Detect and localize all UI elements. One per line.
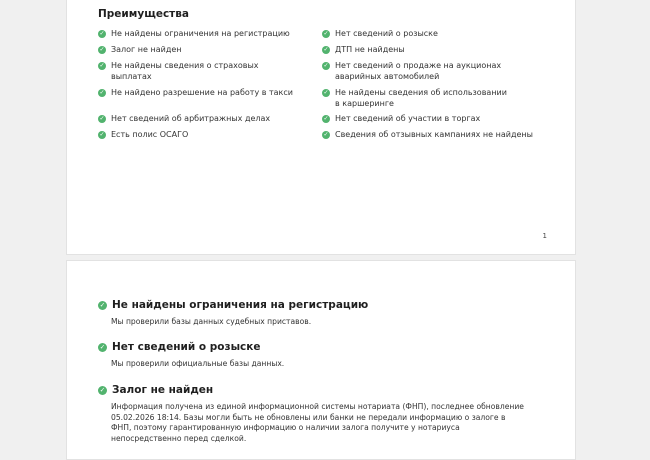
advantage-item: ✓ Сведения об отзывных кампаниях не найдены bbox=[323, 130, 533, 139]
report-page-2 bbox=[66, 260, 576, 460]
section-body: Мы проверили официальные базы данных. bbox=[111, 359, 285, 368]
check-circle-icon: ✓ bbox=[99, 131, 105, 138]
check-circle-icon: ✓ bbox=[323, 89, 329, 96]
check-circle-icon: ✓ bbox=[99, 300, 106, 309]
advantage-item: ✓ Нет сведений об участии в торгах bbox=[323, 114, 481, 123]
advantage-item: ✓ Есть полис ОСАГО bbox=[99, 130, 189, 139]
check-circle-icon: ✓ bbox=[323, 62, 329, 69]
section-title: Нет сведений о розыске bbox=[112, 341, 261, 353]
check-section bbox=[98, 341, 528, 370]
check-circle-icon: ✓ bbox=[323, 30, 329, 37]
advantage-item: ✓ Нет сведений о продаже на аукционах аварийных автомобилей bbox=[323, 61, 502, 81]
check-circle-icon: ✓ bbox=[323, 115, 329, 122]
section-title: Залог не найден bbox=[112, 384, 214, 396]
advantage-item: ✓ Нет сведений о розыске bbox=[323, 29, 438, 38]
section-body: Мы проверили базы данных судебных приставов. bbox=[111, 317, 312, 326]
check-circle-icon: ✓ bbox=[323, 46, 329, 53]
check-circle-icon: ✓ bbox=[99, 62, 105, 69]
check-circle-icon: ✓ bbox=[99, 385, 106, 394]
check-section bbox=[98, 384, 528, 444]
check-circle-icon: ✓ bbox=[323, 131, 329, 138]
check-section bbox=[98, 299, 528, 328]
advantage-item: ✓ Залог не найден bbox=[99, 45, 182, 54]
check-circle-icon: ✓ bbox=[99, 115, 105, 122]
check-circle-icon: ✓ bbox=[99, 30, 105, 37]
check-circle-icon: ✓ bbox=[99, 342, 106, 351]
advantage-item: ✓ Не найдены сведения об использовании в каршеринге bbox=[323, 88, 507, 108]
report-page-1 bbox=[66, 0, 576, 255]
advantage-item: ✓ Нет сведений об арбитражных делах bbox=[99, 114, 271, 123]
advantages-title: Преимущества bbox=[98, 8, 189, 20]
section-body: Информация получена из единой информационной системы нотариата (ФНП), последнее обновление 05.02.2026 18:14. Базы могли быть не обновлены или банки не передали информацию о залоге в ФНП, поэтому гарантированную информацию о наличии залога получите у нотариуса непосредственно перед сделкой. bbox=[111, 402, 524, 443]
page-number: 1 bbox=[542, 232, 547, 240]
advantage-item: ✓ Не найдены сведения о страховых выплатах bbox=[99, 61, 259, 81]
advantage-item: ✓ Не найдены ограничения на регистрацию bbox=[99, 29, 290, 38]
section-title: Не найдены ограничения на регистрацию bbox=[112, 299, 369, 311]
advantage-item: ✓ ДТП не найдены bbox=[323, 45, 405, 54]
advantage-item: ✓ Не найдено разрешение на работу в такси bbox=[99, 88, 293, 97]
check-circle-icon: ✓ bbox=[99, 46, 105, 53]
check-circle-icon: ✓ bbox=[99, 89, 105, 96]
